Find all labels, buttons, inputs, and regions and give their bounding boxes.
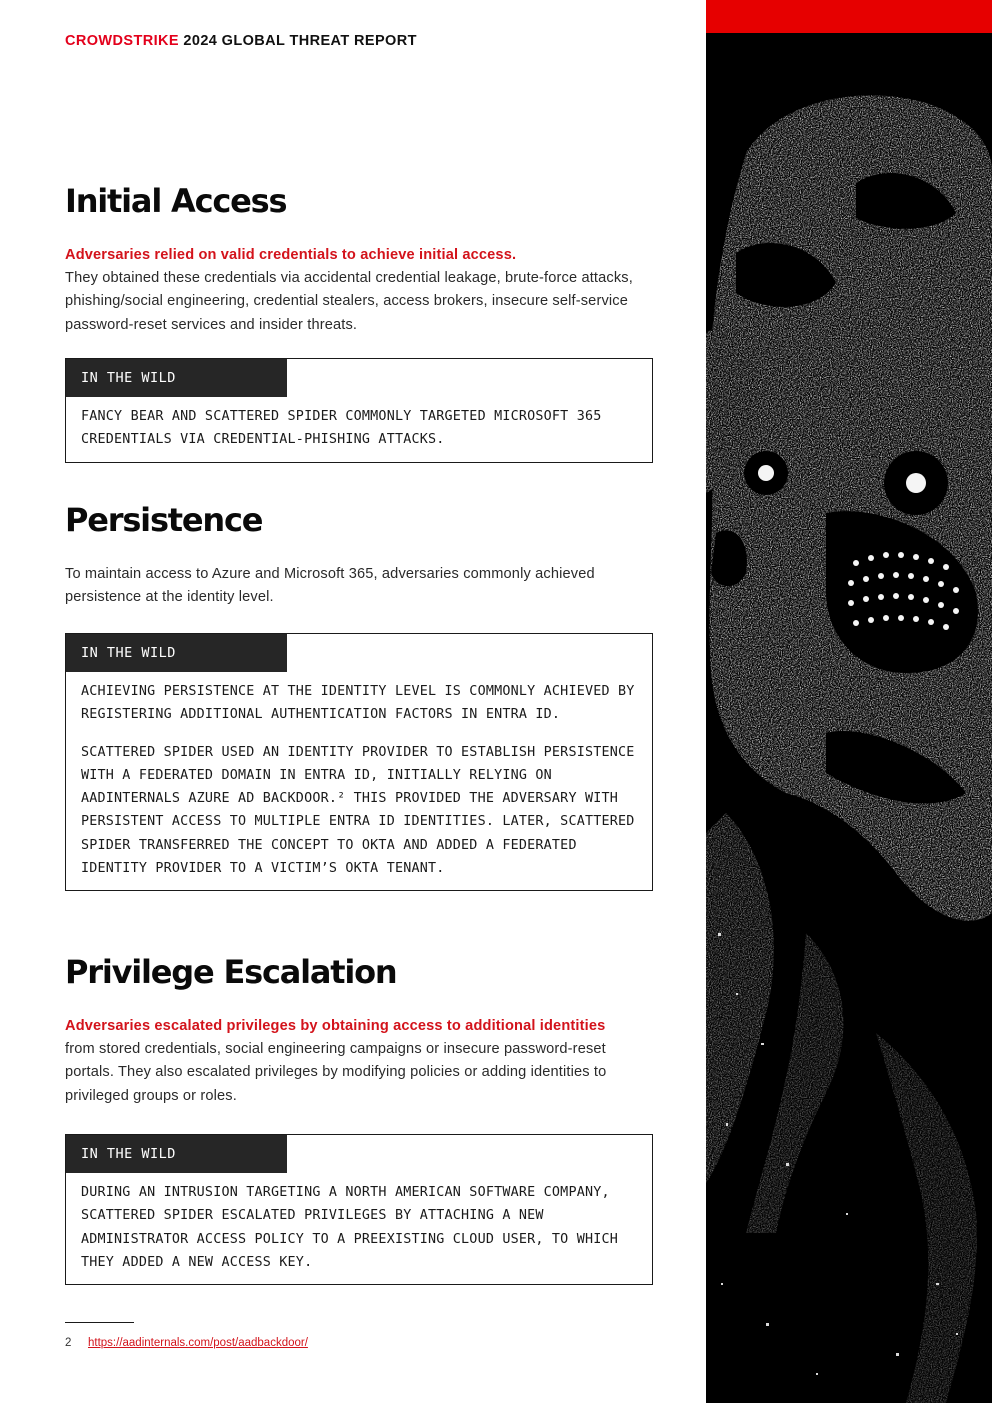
initial-access-lead: Adversaries relied on valid credentials to achieve initial access. xyxy=(65,247,517,263)
in-the-wild-box-privilege-escalation xyxy=(65,1134,653,1285)
brand-name: CROWDSTRIKE xyxy=(65,33,179,49)
section-title-persistence: Persistence xyxy=(65,501,263,539)
footnote xyxy=(65,1337,308,1349)
footnote-divider xyxy=(65,1322,134,1323)
in-the-wild-body xyxy=(66,397,652,462)
in-the-wild-paragraph: SCATTERED SPIDER USED AN IDENTITY PROVIDER TO ESTABLISH PERSISTENCE WITH A FEDERATED DOMAIN IN ENTRA ID, INITIALLY RELYING ON AADINTERNALS AZURE AD BACKDOOR.² THIS PROVIDED THE ADVERSARY WITH PERSISTENT ACCESS TO MULTIPLE ENTRA ID IDENTITIES. LATER, SCATTERED SPIDER TRANSFERRED THE CONCEPT TO OKTA AND ADDED A FEDERATED IDENTITY PROVIDER TO A VICTIM’S OKTA TENANT. xyxy=(81,744,635,877)
privilege-escalation-lead: Adversaries escalated privileges by obtaining access to additional identities xyxy=(65,1018,606,1034)
section-title-privilege-escalation: Privilege Escalation xyxy=(65,953,397,991)
in-the-wild-label: IN THE WILD xyxy=(66,634,287,672)
spider-adversary-illustration xyxy=(706,33,992,1403)
initial-access-paragraph xyxy=(65,244,655,337)
in-the-wild-label: IN THE WILD xyxy=(66,1135,287,1173)
cover-artwork-panel xyxy=(706,0,992,1403)
footnote-number: 2 xyxy=(65,1337,72,1349)
in-the-wild-label: IN THE WILD xyxy=(66,359,287,397)
in-the-wild-body xyxy=(66,672,652,890)
privilege-escalation-paragraph xyxy=(65,1015,655,1108)
persistence-paragraph: To maintain access to Azure and Microsoft 365, adversaries commonly achieved persistence at the identity level. xyxy=(65,566,595,606)
in-the-wild-body xyxy=(66,1173,652,1284)
in-the-wild-paragraph: DURING AN INTRUSION TARGETING A NORTH AMERICAN SOFTWARE COMPANY, SCATTERED SPIDER ESCALATED PRIVILEGES BY ATTACHING A NEW ADMINISTRATOR ACCESS POLICY TO A PREEXISTING CLOUD USER, TO WHICH THEY ADDED A NEW ACCESS KEY. xyxy=(81,1185,619,1270)
initial-access-text: They obtained these credentials via accidental credential leakage, brute-force attacks, phishing/social engineering, credential stealers, access brokers, insecure self-service password-reset services and insider threats. xyxy=(65,270,633,333)
in-the-wild-paragraph: FANCY BEAR AND SCATTERED SPIDER COMMONLY TARGETED MICROSOFT 365 CREDENTIALS VIA CREDENTIAL-PHISHING ATTACKS. xyxy=(81,409,602,448)
report-title: 2024 GLOBAL THREAT REPORT xyxy=(183,33,417,49)
privilege-escalation-text: from stored credentials, social engineering campaigns or insecure password-reset portals. They also escalated privileges by modifying policies or adding identities to privileged groups or roles. xyxy=(65,1041,607,1104)
footnote-link[interactable]: https://aadinternals.com/post/aadbackdoor/ xyxy=(88,1337,308,1349)
in-the-wild-paragraph: ACHIEVING PERSISTENCE AT THE IDENTITY LEVEL IS COMMONLY ACHIEVED BY REGISTERING ADDITIONAL AUTHENTICATION FACTORS IN ENTRA ID. xyxy=(81,684,635,723)
section-title-initial-access: Initial Access xyxy=(65,182,287,220)
red-accent-bar xyxy=(706,0,992,33)
in-the-wild-box-persistence xyxy=(65,633,653,891)
in-the-wild-box-initial-access xyxy=(65,358,653,463)
report-header xyxy=(65,33,417,49)
